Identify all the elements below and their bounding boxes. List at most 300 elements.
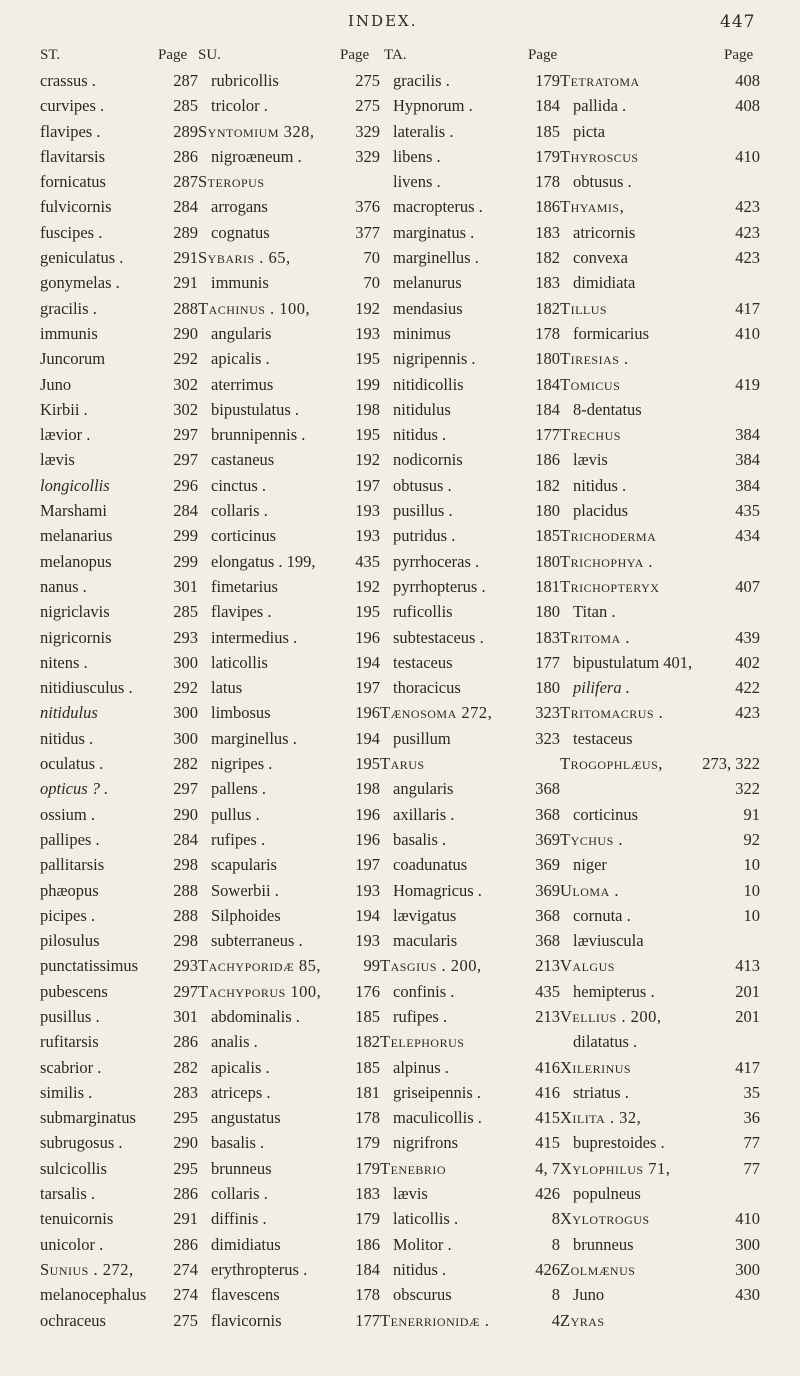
index-column-3	[380, 68, 560, 1333]
index-entry	[380, 700, 560, 725]
entry-name: tenuicornis	[40, 1209, 114, 1229]
entry-page: 298	[173, 931, 198, 951]
entry-page: 197	[355, 678, 380, 698]
entry-page: 195	[355, 425, 380, 445]
index-entry	[560, 1004, 680, 1029]
index-entry	[380, 1055, 560, 1080]
entry-name: Xylotrogus	[560, 1209, 650, 1229]
entry-name: Tachinus . 100,	[198, 298, 311, 318]
index-entry	[40, 346, 198, 371]
entry-name: Xilita . 32,	[560, 1108, 642, 1128]
entry-page: 181	[535, 576, 560, 596]
entry-page: 179	[535, 71, 560, 90]
index-entry	[680, 68, 760, 93]
index-entry	[560, 473, 680, 498]
entry-name: brunneus	[573, 1234, 634, 1254]
entry-name: gonymelas .	[40, 273, 120, 293]
index-entry	[40, 523, 198, 548]
index-entry	[680, 321, 760, 346]
index-entry	[560, 625, 680, 650]
entry-name: Juncorum	[40, 349, 106, 369]
index-entry	[198, 1004, 380, 1029]
index-entry	[680, 270, 760, 295]
entry-name: punctatissimus	[40, 956, 139, 976]
index-entry	[680, 169, 760, 194]
entry-page: 183	[535, 222, 560, 242]
index-entry	[40, 422, 198, 447]
entry-page: 410	[735, 1209, 760, 1229]
entry-name: melanopus	[40, 551, 112, 571]
entry-page: 297	[173, 450, 198, 470]
entry-name: limbosus	[211, 703, 271, 723]
entry-page: 300	[735, 1259, 760, 1279]
entry-page: 275	[173, 1310, 198, 1330]
index-entry	[380, 296, 560, 321]
index-entry	[560, 650, 693, 675]
entry-page: 274	[173, 1259, 198, 1279]
entry-page: 286	[173, 146, 198, 166]
index-entry	[560, 751, 680, 776]
entry-page: 183	[355, 1184, 380, 1204]
entry-page: 178	[535, 323, 560, 343]
entry-name: confinis .	[393, 981, 455, 1001]
index-entry	[560, 675, 680, 700]
entry-page: 8	[551, 1209, 560, 1229]
entry-name: Tarus	[380, 754, 425, 774]
entry-page: 196	[355, 804, 380, 824]
entry-page: 185	[355, 1006, 380, 1026]
entry-name: tricolor .	[211, 96, 268, 116]
index-entry	[198, 1206, 380, 1231]
entry-page: 288	[173, 905, 198, 925]
entry-page: 295	[173, 1108, 198, 1128]
index-entry	[40, 245, 198, 270]
index-entry	[40, 878, 198, 903]
entry-page: 302	[173, 399, 198, 419]
index-entry	[560, 1105, 680, 1130]
entry-name: scabrior .	[40, 1057, 102, 1077]
index-entry	[198, 903, 380, 928]
entry-name: fimetarius	[211, 576, 278, 596]
index-entry	[680, 422, 760, 447]
index-entry	[380, 599, 560, 624]
entry-name: rufipes .	[393, 1006, 448, 1026]
index-entry	[40, 220, 198, 245]
entry-page: 423	[735, 222, 760, 242]
entry-name: abdominalis .	[211, 1006, 300, 1026]
entry-page: 194	[355, 905, 380, 925]
entry-name: Tetratoma	[560, 71, 640, 90]
entry-page: 77	[743, 1158, 760, 1178]
entry-name: brunneus	[211, 1158, 272, 1178]
entry-name: flavitarsis	[40, 146, 106, 166]
entry-name: phæopus	[40, 880, 99, 900]
entry-name: nitidus .	[573, 475, 627, 495]
entry-name: melanurus	[393, 273, 462, 293]
index-entry	[40, 1004, 198, 1029]
index-entry	[380, 751, 560, 776]
entry-name: dimidiatus	[211, 1234, 281, 1254]
entry-page: 293	[173, 627, 198, 647]
entry-name: fuscipes .	[40, 222, 103, 242]
entry-page: 368	[535, 931, 560, 951]
index-entry	[380, 1004, 560, 1029]
entry-name: marginellus .	[393, 248, 479, 268]
index-entry	[380, 93, 560, 118]
entry-page: 439	[735, 627, 760, 647]
entry-page: 297	[173, 981, 198, 1001]
entry-name: longicollis	[40, 475, 110, 495]
entry-page: 434	[735, 526, 760, 546]
index-entry	[380, 549, 560, 574]
index-entry	[680, 194, 760, 219]
entry-page: 186	[535, 197, 560, 217]
entry-name: Kirbii .	[40, 399, 88, 419]
index-entry	[380, 776, 560, 801]
index-entry	[560, 599, 680, 624]
entry-name: cognatus	[211, 222, 270, 242]
entry-name: ruficollis	[393, 602, 453, 622]
entry-name: sulcicollis	[40, 1158, 107, 1178]
entry-page: 195	[355, 349, 380, 369]
entry-name: striatus .	[573, 1082, 629, 1102]
entry-name: picta	[573, 121, 606, 141]
entry-page: 177	[355, 1310, 380, 1330]
index-entry	[40, 1282, 198, 1307]
index-entry	[560, 119, 680, 144]
entry-page: 198	[355, 399, 380, 419]
entry-page: 70	[363, 248, 380, 268]
entry-name: nitidulus	[393, 399, 451, 419]
entry-name: cornuta .	[573, 905, 631, 925]
index-entry	[198, 700, 380, 725]
entry-page: 201	[735, 981, 760, 1001]
entry-page: 35	[743, 1082, 760, 1102]
entry-page: 426	[535, 1184, 560, 1204]
entry-page: 430	[735, 1285, 760, 1305]
entry-page: 415	[535, 1133, 560, 1153]
entry-page: 179	[355, 1133, 380, 1153]
entry-name: brunnipennis .	[211, 425, 306, 445]
entry-name: Tenerrionidæ .	[380, 1310, 490, 1330]
index-entry	[198, 473, 380, 498]
entry-name: Trogophlæus,	[560, 754, 663, 774]
index-entry	[198, 296, 380, 321]
entry-page: 36	[743, 1108, 760, 1128]
entry-name: ossium .	[40, 804, 96, 824]
entry-page: 183	[535, 273, 560, 293]
entry-page: 284	[173, 501, 198, 521]
index-entry	[40, 549, 198, 574]
entry-name: nigroæneum .	[211, 146, 302, 166]
entry-name: dilatatus .	[573, 1032, 638, 1052]
entry-page: 91	[743, 804, 760, 824]
entry-name: nigrifrons	[393, 1133, 459, 1153]
entry-page: 295	[173, 1158, 198, 1178]
index-entry	[198, 346, 380, 371]
entry-name: curvipes .	[40, 96, 105, 116]
index-column-4	[560, 68, 693, 1333]
entry-page: 408	[735, 71, 760, 90]
entry-page: 300	[173, 703, 198, 723]
index-entry	[380, 270, 560, 295]
entry-name: Trichophya .	[560, 551, 654, 571]
entry-page: 286	[173, 1032, 198, 1052]
index-entry	[560, 447, 680, 472]
entry-name: rufitarsis	[40, 1032, 99, 1052]
entry-name: bipustulatus .	[211, 399, 300, 419]
entry-page: 184	[355, 1259, 380, 1279]
index-entry	[560, 1080, 680, 1105]
entry-page: 4, 7	[535, 1158, 560, 1178]
index-entry	[198, 523, 380, 548]
entry-name: apicalis .	[211, 349, 270, 369]
index-entry	[380, 321, 560, 346]
entry-page: 300	[173, 728, 198, 748]
index-entry	[380, 1308, 560, 1333]
entry-page: 192	[355, 298, 380, 318]
entry-page: 291	[173, 273, 198, 293]
entry-name: Tænosoma 272,	[380, 703, 493, 723]
entry-page: 408	[735, 96, 760, 116]
entry-name: Titan .	[573, 602, 616, 622]
entry-page: 77	[743, 1133, 760, 1153]
entry-name: pallida .	[573, 96, 627, 116]
index-entry	[40, 802, 198, 827]
index-entry	[380, 1130, 560, 1155]
index-entry	[40, 1257, 198, 1282]
entry-name: macropterus .	[393, 197, 483, 217]
index-entry	[198, 1308, 380, 1333]
index-entry	[680, 928, 760, 953]
index-entry	[380, 1282, 560, 1307]
index-entry	[40, 372, 198, 397]
entry-name: oculatus .	[40, 754, 104, 774]
index-entry	[40, 1232, 198, 1257]
entry-name: Telephorus	[380, 1032, 465, 1052]
entry-name: Sтеropus	[198, 172, 265, 192]
index-entry	[198, 68, 380, 93]
entry-name: Tachyporus 100,	[198, 981, 322, 1001]
index-entry	[380, 650, 560, 675]
entry-page: 178	[355, 1108, 380, 1128]
entry-page: 384	[735, 450, 760, 470]
entry-name: pusillus .	[40, 1006, 100, 1026]
index-entry	[680, 1029, 760, 1054]
entry-page: 197	[355, 855, 380, 875]
entry-name: elongatus . 199,	[211, 551, 316, 571]
entry-page: 423	[735, 197, 760, 217]
index-entry	[680, 1156, 760, 1181]
entry-name: Trichopteryx	[560, 576, 660, 596]
index-entry	[680, 903, 760, 928]
entry-name: Tychus .	[560, 829, 624, 849]
entry-name: Sybaris . 65,	[198, 248, 291, 268]
index-entry	[198, 397, 380, 422]
entry-page: 299	[173, 551, 198, 571]
index-entry	[380, 1156, 560, 1181]
index-entry	[198, 1105, 380, 1130]
entry-name: tarsalis .	[40, 1184, 95, 1204]
entry-page: 180	[535, 501, 560, 521]
index-entry	[198, 751, 380, 776]
entry-page: 419	[735, 374, 760, 394]
index-entry	[680, 1206, 760, 1231]
entry-page: 286	[173, 1184, 198, 1204]
entry-name: fornicatus	[40, 172, 106, 192]
entry-name: nigricornis	[40, 627, 112, 647]
entry-name: pusillum	[393, 728, 451, 748]
entry-page: 10	[743, 905, 760, 925]
entry-name: aterrimus	[211, 374, 274, 394]
entry-page: 8	[551, 1234, 560, 1254]
index-entry	[380, 397, 560, 422]
index-entry	[198, 1232, 380, 1257]
entry-name: latus	[211, 678, 243, 698]
index-entry	[380, 1181, 560, 1206]
entry-page: 290	[173, 323, 198, 343]
index-entry	[380, 1206, 560, 1231]
index-entry	[560, 1181, 680, 1206]
entry-page: 273, 322	[702, 754, 760, 774]
index-entry	[680, 878, 760, 903]
index-entry	[560, 878, 680, 903]
entry-name: basalis .	[393, 829, 447, 849]
index-entry	[380, 625, 560, 650]
entry-page: 282	[173, 1057, 198, 1077]
column-header-page: Page	[724, 47, 754, 63]
entry-page: 435	[535, 981, 560, 1001]
entry-page: 423	[735, 248, 760, 268]
index-entry	[40, 1130, 198, 1155]
entry-page: 179	[355, 1158, 380, 1178]
index-entry	[40, 119, 198, 144]
index-entry	[560, 422, 680, 447]
index-entry	[680, 625, 760, 650]
entry-name: nitidulus	[40, 703, 98, 723]
entry-name: melanarius	[40, 526, 113, 546]
entry-name: basalis .	[211, 1133, 265, 1153]
column-header-ta: TA.	[384, 47, 407, 63]
entry-name: livens .	[393, 172, 441, 192]
index-entry	[680, 1257, 760, 1282]
entry-page: 300	[173, 652, 198, 672]
entry-page: 284	[173, 829, 198, 849]
entry-name: pallipes .	[40, 829, 100, 849]
entry-page: 196	[355, 829, 380, 849]
entry-name: ochraceus	[40, 1310, 106, 1330]
entry-page: 185	[355, 1057, 380, 1077]
index-entry	[380, 68, 560, 93]
index-entry	[560, 1282, 680, 1307]
index-entry	[40, 726, 198, 751]
entry-name: pilifera .	[573, 678, 630, 698]
index-entry	[380, 852, 560, 877]
entry-name: nitidus .	[40, 728, 94, 748]
index-entry	[198, 245, 380, 270]
entry-name: Juno	[40, 374, 72, 394]
index-entry	[40, 1156, 198, 1181]
entry-page: 423	[735, 703, 760, 723]
index-entry	[560, 1055, 680, 1080]
entry-name: læviuscula	[573, 931, 644, 951]
entry-page: 297	[173, 425, 198, 445]
index-entry	[198, 422, 380, 447]
entry-name: pallens .	[211, 779, 266, 799]
index-entry	[198, 194, 380, 219]
index-entry	[40, 68, 198, 93]
index-entry	[680, 776, 760, 801]
entry-page: 322	[735, 779, 760, 799]
entry-name: dimidiata	[573, 273, 636, 293]
entry-name: Trichoderma	[560, 526, 657, 546]
entry-name: Xilerinus	[560, 1057, 632, 1077]
entry-name: pallitarsis	[40, 855, 105, 875]
entry-page: 181	[355, 1082, 380, 1102]
index-entry	[560, 498, 680, 523]
index-entry	[680, 144, 760, 169]
entry-name: lævigatus	[393, 905, 457, 925]
entry-name: subterraneus .	[211, 931, 303, 951]
index-entry	[560, 1206, 680, 1231]
entry-page: 296	[173, 475, 198, 495]
index-entry	[680, 119, 760, 144]
entry-name: corticinus	[573, 804, 639, 824]
index-entry	[560, 523, 680, 548]
entry-name: Hypnorum .	[393, 96, 473, 116]
index-entry	[198, 1029, 380, 1054]
index-entry	[40, 903, 198, 928]
entry-name: mendasius	[393, 298, 463, 318]
entry-page: 186	[535, 450, 560, 470]
index-entry	[198, 144, 380, 169]
entry-name: geniculatus .	[40, 248, 124, 268]
entry-name: intermedius .	[211, 627, 298, 647]
index-entry	[560, 1232, 680, 1257]
entry-name: Tillus	[560, 298, 608, 318]
index-entry	[680, 599, 760, 624]
entry-page: 182	[535, 248, 560, 268]
entry-name: collaris .	[211, 501, 268, 521]
index-entry	[380, 372, 560, 397]
entry-page: 410	[735, 323, 760, 343]
entry-page: 291	[173, 1209, 198, 1229]
entry-name: pullus .	[211, 804, 260, 824]
entry-name: Vellius . 200,	[560, 1006, 662, 1026]
index-entry	[40, 625, 198, 650]
index-entry	[560, 1029, 680, 1054]
entry-page: 329	[355, 146, 380, 166]
index-entry	[680, 802, 760, 827]
entry-name: alpinus .	[393, 1057, 449, 1077]
entry-name: nitens .	[40, 652, 88, 672]
index-entry	[680, 675, 760, 700]
entry-name: marginellus .	[211, 728, 297, 748]
entry-page: 176	[355, 981, 380, 1001]
entry-page: 369	[535, 880, 560, 900]
index-entry	[198, 1080, 380, 1105]
index-entry	[380, 220, 560, 245]
entry-page: 384	[735, 475, 760, 495]
entry-name: atriceps .	[211, 1082, 271, 1102]
index-entry	[198, 1181, 380, 1206]
index-entry	[198, 321, 380, 346]
entry-page: 194	[355, 728, 380, 748]
entry-page: 184	[535, 374, 560, 394]
entry-name: opticus ? .	[40, 779, 109, 799]
entry-page: 196	[355, 627, 380, 647]
index-entry	[380, 523, 560, 548]
